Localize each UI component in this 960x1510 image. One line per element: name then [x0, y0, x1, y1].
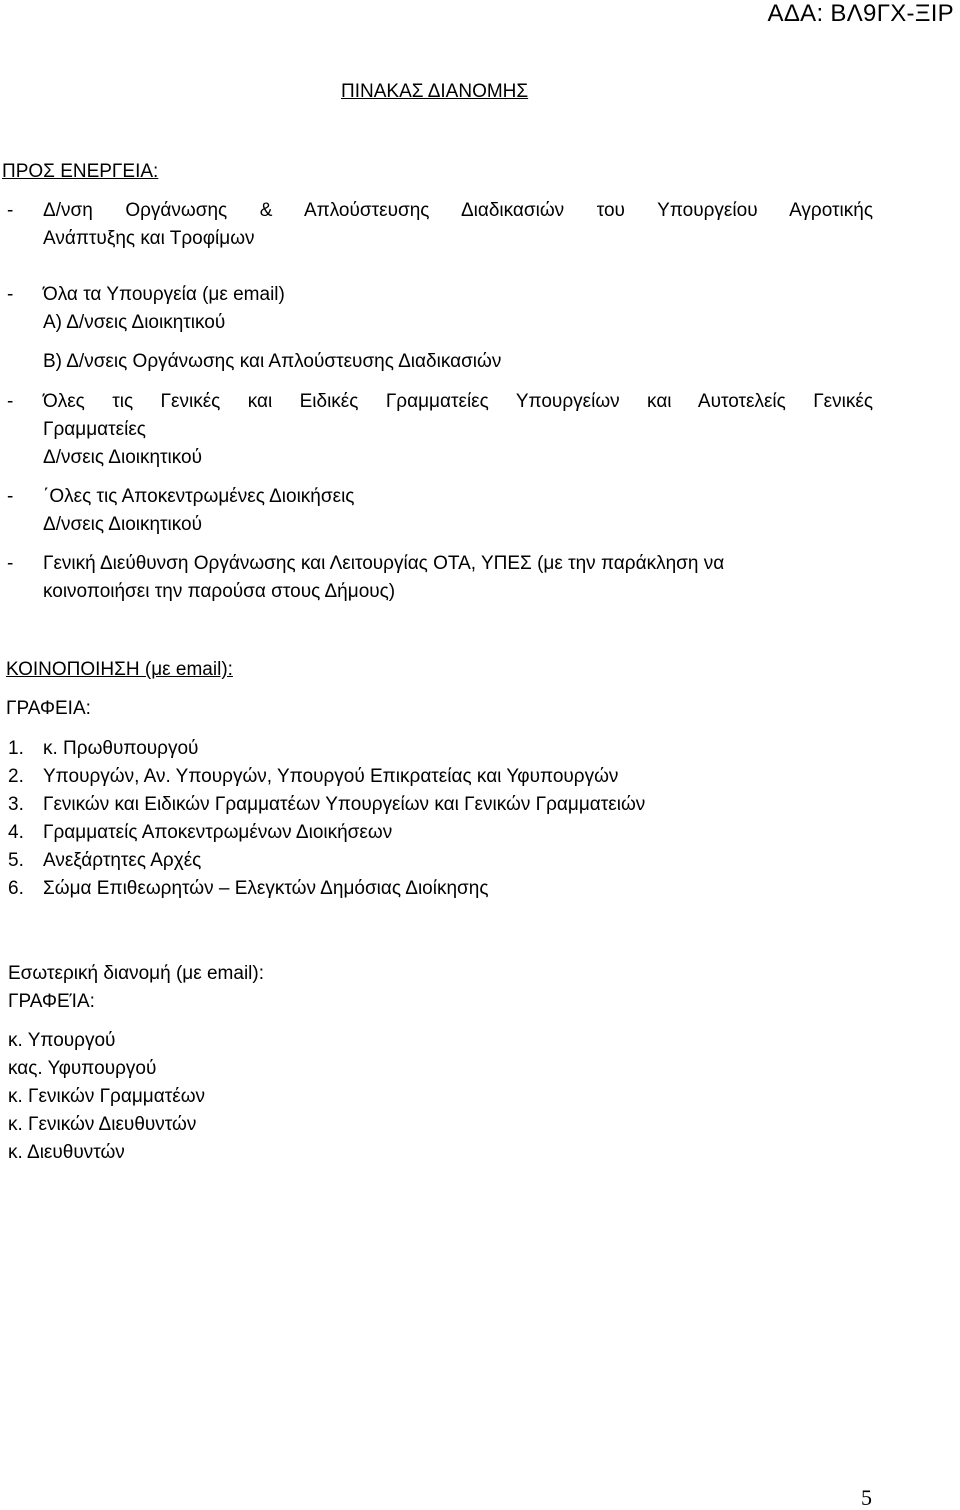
- internal-item: κ. Γενικών Γραμματέων: [8, 1086, 206, 1107]
- internal-item: κας. Υφυπουργού: [8, 1058, 157, 1079]
- action-item-2-line-2: Α) Δ/νσεις Διοικητικού: [43, 312, 226, 333]
- action-item-3-line-1: Όλες τις Γενικές και Ειδικές Γραμματείες Υπουργείων και Αυτοτελείς Γενικές: [43, 391, 873, 412]
- action-item-4-line-2: Δ/νσεις Διοικητικού: [43, 514, 202, 535]
- list-dash: -: [7, 486, 14, 507]
- action-item-1-line-1: Δ/νση Οργάνωσης & Απλούστευσης Διαδικασιών του Υπουργείου Αγροτικής: [43, 200, 873, 221]
- page-number: 5: [861, 1485, 872, 1510]
- internal-offices-heading: ΓΡΑΦΕΊΑ:: [8, 991, 95, 1012]
- action-item-3-line-3: Δ/νσεις Διοικητικού: [43, 447, 202, 468]
- internal-heading: Εσωτερική διανομή (με email):: [8, 963, 264, 984]
- internal-item: κ. Γενικών Διευθυντών: [8, 1114, 197, 1135]
- list-dash: -: [7, 200, 14, 221]
- notification-offices-heading: ΓΡΑΦΕΙΑ:: [6, 698, 91, 719]
- action-heading: ΠΡΟΣ ΕΝΕΡΓΕΙΑ:: [2, 161, 159, 182]
- notification-item-number: 4.: [8, 822, 24, 843]
- internal-item: κ. Υπουργού: [8, 1030, 116, 1051]
- notification-item-number: 1.: [8, 738, 24, 759]
- action-item-3-line-2: Γραμματείες: [43, 419, 146, 440]
- internal-item: κ. Διευθυντών: [8, 1142, 125, 1163]
- document-title: ΠΙΝΑΚΑΣ ΔΙΑΝΟΜΗΣ: [341, 81, 529, 102]
- ada-code: ΑΔΑ: ΒΛ9ΓΧ-ΞΙΡ: [767, 0, 954, 27]
- action-item-5-line-2: κοινοποιήσει την παρούσα στους Δήμους): [43, 581, 396, 602]
- action-item-4-line-1: ΄Ολες τις Αποκεντρωμένες Διοικήσεις: [43, 486, 355, 507]
- list-dash: -: [7, 284, 14, 305]
- notification-item-number: 2.: [8, 766, 24, 787]
- list-dash: -: [7, 553, 14, 574]
- action-item-1-line-2: Ανάπτυξης και Τροφίμων: [43, 228, 255, 249]
- notification-item-number: 5.: [8, 850, 24, 871]
- notification-item-number: 3.: [8, 794, 24, 815]
- notification-item-text: Υπουργών, Αν. Υπουργών, Υπουργού Επικρατείας και Υφυπουργών: [43, 766, 619, 787]
- notification-item-text: Γενικών και Ειδικών Γραμματέων Υπουργείων και Γενικών Γραμματειών: [43, 794, 646, 815]
- notification-item-number: 6.: [8, 878, 24, 899]
- list-dash: -: [7, 391, 14, 412]
- notification-item-text: Ανεξάρτητες Αρχές: [43, 850, 202, 871]
- notification-heading: ΚΟΙΝΟΠΟΙΗΣΗ (με email):: [6, 659, 233, 680]
- action-item-2-line-1: Όλα τα Υπουργεία (με email): [43, 284, 285, 305]
- action-item-5-line-1: Γενική Διεύθυνση Οργάνωσης και Λειτουργίας ΟΤΑ, ΥΠΕΣ (με την παράκληση να: [43, 553, 725, 574]
- notification-item-text: κ. Πρωθυπουργού: [43, 738, 199, 759]
- notification-item-text: Σώμα Επιθεωρητών – Ελεγκτών Δημόσιας Διοίκησης: [43, 878, 489, 899]
- action-item-2-line-3: Β) Δ/νσεις Οργάνωσης και Απλούστευσης Διαδικασιών: [43, 351, 502, 372]
- notification-item-text: Γραμματείς Αποκεντρωμένων Διοικήσεων: [43, 822, 393, 843]
